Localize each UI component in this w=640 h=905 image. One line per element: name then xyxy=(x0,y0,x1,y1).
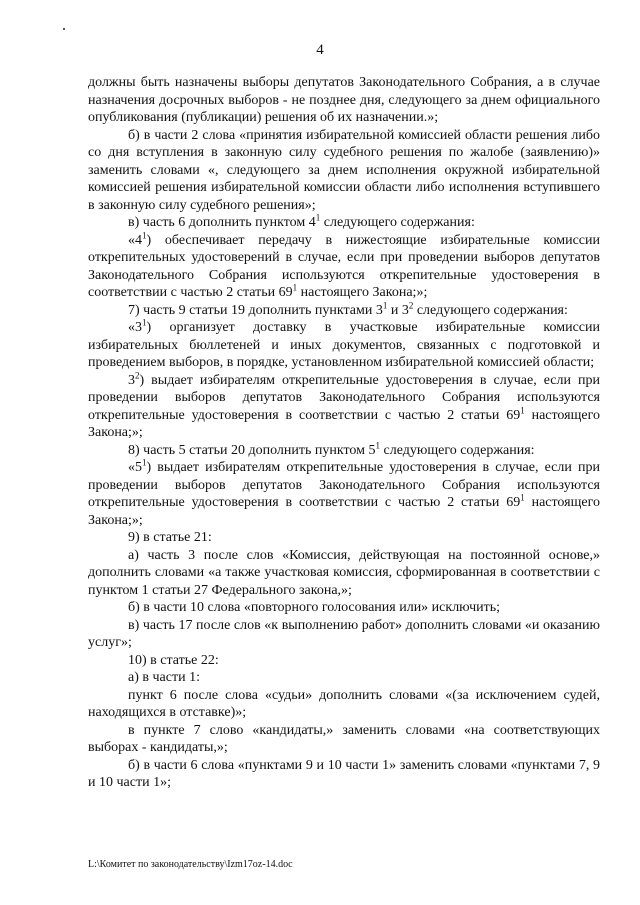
paragraph-text: а) в части 1: xyxy=(128,670,200,685)
superscript: 1 xyxy=(520,404,525,415)
superscript: 1 xyxy=(315,212,321,223)
superscript: 1 xyxy=(142,457,147,468)
paragraph-text: настоящего Закона;»; xyxy=(88,407,600,440)
paragraph xyxy=(88,214,600,232)
paragraph-text: 10) в статье 22: xyxy=(128,652,219,668)
paragraph xyxy=(88,669,600,687)
paragraph xyxy=(88,722,600,757)
paragraph-text: следующего содержания: xyxy=(413,302,568,318)
superscript: 2 xyxy=(135,369,140,380)
paragraph-text: настоящего Закона;»; xyxy=(297,285,428,300)
paragraph-text: ) организует доставку в участковые избирательные комиссии избирательных бюллетеней и иных документов, связанных с подготовкой и проведением выборов, в порядке, установленном избирательной комиссией области; xyxy=(88,320,600,370)
paragraph xyxy=(88,547,600,600)
paragraph-text: должны быть назначены выборы депутатов Законодательного Собрания, а в случае назначения досрочных выборов - не позднее дня, следующего за днем официального опубликования (публикации) решения об их назначении.»; xyxy=(88,75,600,125)
paragraph xyxy=(88,599,600,617)
paragraph-text: следующего содержания: xyxy=(320,215,475,230)
page-number: 4 xyxy=(316,42,324,58)
superscript: 1 xyxy=(292,282,298,293)
paragraph xyxy=(88,617,600,652)
paragraph-text: 8) часть 5 статьи 20 дополнить пунктом 5 xyxy=(128,442,376,458)
paragraph xyxy=(88,369,600,442)
scan-speck xyxy=(63,28,65,30)
paragraph-text: 7) часть 9 статьи 19 дополнить пунктами 3 xyxy=(128,302,383,318)
paragraph-text: «5 xyxy=(128,460,142,475)
paragraph-text: 3 xyxy=(128,372,135,388)
paragraph-text: «4 xyxy=(128,232,142,248)
paragraph xyxy=(88,652,600,670)
paragraph-text: и 3 xyxy=(387,302,409,318)
paragraph-text: в) часть 6 дополнить пунктом 4 xyxy=(128,215,316,230)
paragraph-text: «3 xyxy=(128,320,142,335)
paragraph xyxy=(88,439,600,460)
paragraph-text: ) выдает избирателям открепительные удостоверения в случае, если при проведении выборов депутатов Законодательного Собрания используются открепительные удостоверения в соответствии с частью 2 статьи 69 xyxy=(88,372,600,423)
superscript: 1 xyxy=(375,439,381,450)
paragraph-text: ) обеспечивает передачу в нижестоящие избирательные комиссии открепительных удостоверений в случае, если при проведении выборов депутатов Законодательного Собрания используются открепительные удостоверения в соответствии с частью 2 статьи 69 xyxy=(88,232,600,300)
paragraph xyxy=(88,757,600,792)
paragraph-text: а) часть 3 после слов «Комиссия, действующая на постоянной основе,» дополнить словами «а также участковая комиссия, сформированная в соответствии с пунктом 1 статьи 27 Федерального закона,»; xyxy=(88,547,600,598)
paragraph-text: б) в части 6 слова «пунктами 9 и 10 части 1» заменить словами «пунктами 7, 9 и 10 части 1»; xyxy=(88,757,600,790)
paragraph xyxy=(88,229,600,302)
superscript: 1 xyxy=(520,492,525,503)
superscript: 2 xyxy=(408,299,414,310)
paragraph xyxy=(88,529,600,547)
paragraph-text: следующего содержания: xyxy=(380,442,535,458)
paragraph-text: в) часть 17 после слов «к выполнению работ» дополнить словами «и оказанию услуг»; xyxy=(88,617,600,650)
paragraph xyxy=(88,459,600,529)
paragraph xyxy=(88,127,600,215)
paragraph xyxy=(88,319,600,372)
document-body xyxy=(88,74,600,792)
paragraph xyxy=(88,687,600,722)
paragraph-text: б) в части 10 слова «повторного голосования или» исключить; xyxy=(128,600,501,615)
superscript: 1 xyxy=(142,229,147,240)
paragraph-text: пункт 6 после слова «судьи» дополнить словами «(за исключением судей, находящихся в отставке)»; xyxy=(88,687,600,720)
paragraph-text: 9) в статье 21: xyxy=(128,530,212,545)
superscript: 1 xyxy=(142,317,147,328)
file-path-footer: L:\Комитет по законодательству\Izm17oz-14.doc xyxy=(88,859,293,870)
paragraph-text: в пункте 7 слово «кандидаты,» заменить словами «на соответствующих выборах - кандидаты,»; xyxy=(88,722,600,755)
paragraph xyxy=(88,74,600,127)
superscript: 1 xyxy=(382,299,388,310)
paragraph-text: настоящего Закона;»; xyxy=(88,495,600,528)
paragraph-text: б) в части 2 слова «принятия избирательной комиссией области решения либо со дня вступления в законную силу судебного решения по жалобе (заявлению)» заменить словами «, следующего за днем исполнения окружной избирательной комиссией решения избирательной комиссии области либо исполнения вступившего в законную силу судебного решения»; xyxy=(88,127,600,213)
paragraph-text: ) выдает избирателям открепительные удостоверения в случае, если при проведении выборов депутатов Законодательного Собрания используются открепительные удостоверения в соответствии с частью 2 статьи 69 xyxy=(88,460,600,510)
paragraph xyxy=(88,299,600,320)
